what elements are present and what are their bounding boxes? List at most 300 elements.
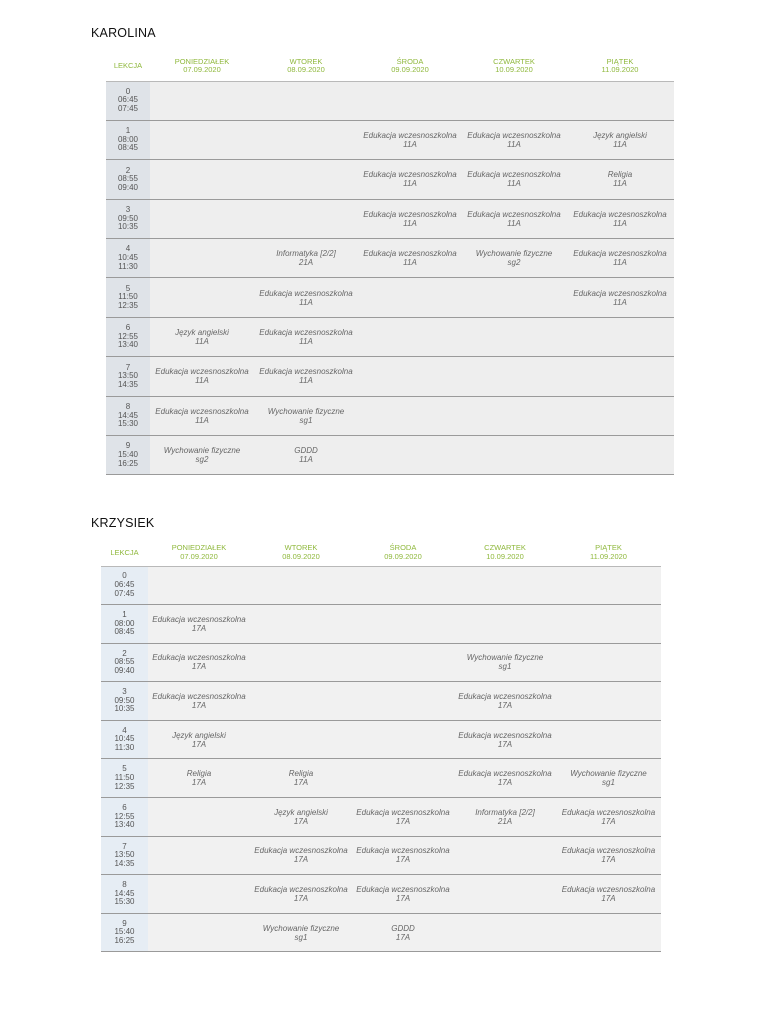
timetable-cell-empty bbox=[358, 317, 462, 356]
subject-name: Edukacja wczesnoszkolna bbox=[254, 846, 348, 856]
lesson-start-time: 13:50 bbox=[117, 371, 139, 381]
subject-name: Edukacja wczesnoszkolna bbox=[152, 692, 246, 702]
subject-name: Edukacja wczesnoszkolna bbox=[573, 288, 667, 298]
student-name-karolina: KAROLINA bbox=[91, 26, 156, 40]
timetable-cell bbox=[566, 120, 674, 159]
lesson-end-time: 10:35 bbox=[114, 704, 135, 714]
subject-name: Edukacja wczesnoszkolna bbox=[363, 209, 457, 219]
timetable-cell-empty bbox=[454, 836, 556, 875]
lesson-end-time: 14:35 bbox=[114, 858, 135, 868]
timetable-cell bbox=[556, 875, 661, 914]
timetable-cell-empty bbox=[352, 682, 454, 721]
subject-name: Edukacja wczesnoszkolna bbox=[561, 807, 656, 817]
subject-name: Wychowanie fizyczne bbox=[466, 653, 544, 663]
day-date: 09.09.2020 bbox=[384, 551, 422, 561]
timetable-karolina bbox=[106, 52, 674, 475]
timetable-cell-empty bbox=[250, 682, 352, 721]
day-name: PONIEDZIAŁEK bbox=[174, 56, 230, 66]
day-header-thursday bbox=[462, 52, 566, 81]
subject-name: Religia bbox=[186, 769, 212, 779]
lesson-number: 9 bbox=[125, 441, 131, 451]
lesson-end-time: 08:45 bbox=[114, 627, 135, 637]
lesson-start-time: 12:55 bbox=[114, 811, 135, 821]
lesson-number-cell bbox=[101, 759, 148, 798]
timetable-cell bbox=[254, 239, 358, 278]
lesson-number-cell bbox=[106, 120, 150, 159]
timetable-cell-empty bbox=[254, 81, 358, 120]
timetable-cell-empty bbox=[352, 643, 454, 682]
student-name-krzysiek: KRZYSIEK bbox=[91, 516, 155, 530]
subject-name: Edukacja wczesnoszkolna bbox=[356, 846, 450, 856]
subject-name: Język angielski bbox=[172, 730, 226, 740]
timetable-cell-empty bbox=[352, 759, 454, 798]
room-name: sg2 bbox=[195, 455, 209, 465]
lesson-start-time: 10:45 bbox=[114, 734, 135, 744]
lesson-end-time: 11:30 bbox=[114, 742, 135, 752]
day-date: 07.09.2020 bbox=[180, 551, 218, 561]
subject-name: Religia bbox=[607, 170, 633, 180]
timetable-cell-empty bbox=[358, 357, 462, 396]
room-name: 11A bbox=[195, 415, 209, 425]
subject-name: Edukacja wczesnoszkolna bbox=[363, 170, 457, 180]
lesson-number-cell bbox=[101, 566, 148, 605]
timetable-cell-empty bbox=[250, 643, 352, 682]
timetable-cell bbox=[352, 913, 454, 952]
subject-name: Edukacja wczesnoszkolna bbox=[561, 846, 656, 856]
timetable-cell-empty bbox=[254, 199, 358, 238]
day-date: 10.09.2020 bbox=[495, 65, 533, 75]
subject-name: Język angielski bbox=[593, 131, 647, 141]
timetable-cell bbox=[566, 160, 674, 199]
timetable-cell-empty bbox=[462, 396, 566, 435]
timetable-cell bbox=[454, 682, 556, 721]
timetable-cell-empty bbox=[462, 81, 566, 120]
timetable-cell bbox=[148, 759, 250, 798]
timetable-cell bbox=[462, 120, 566, 159]
timetable-row bbox=[106, 120, 674, 159]
timetable-cell-empty bbox=[556, 682, 661, 721]
subject-name: Wychowanie fizyczne bbox=[262, 923, 340, 933]
timetable-row bbox=[101, 682, 661, 721]
timetable-cell bbox=[250, 913, 352, 952]
lesson-end-time: 09:40 bbox=[114, 665, 135, 675]
timetable-cell bbox=[250, 759, 352, 798]
lesson-number-cell bbox=[101, 798, 148, 837]
subject-name: Edukacja wczesnoszkolna bbox=[152, 653, 246, 663]
day-name: CZWARTEK bbox=[484, 543, 526, 553]
subject-name: Edukacja wczesnoszkolna bbox=[155, 406, 249, 416]
room-name: 17A bbox=[601, 855, 616, 865]
day-header-monday bbox=[150, 52, 254, 81]
timetable-cell bbox=[358, 160, 462, 199]
subject-name: Edukacja wczesnoszkolna bbox=[152, 614, 246, 624]
day-name: WTOREK bbox=[284, 543, 318, 553]
day-header-friday bbox=[566, 52, 674, 81]
lesson-number-cell bbox=[106, 357, 150, 396]
timetable-cell bbox=[250, 836, 352, 875]
timetable-header-row bbox=[101, 540, 661, 566]
day-name: PONIEDZIAŁEK bbox=[171, 543, 227, 553]
room-name: 11A bbox=[403, 218, 417, 228]
room-name: sg2 bbox=[507, 258, 521, 268]
timetable-cell-empty bbox=[462, 357, 566, 396]
room-name: 17A bbox=[293, 816, 309, 826]
day-date: 09.09.2020 bbox=[391, 65, 429, 75]
timetable-cell bbox=[454, 643, 556, 682]
timetable-cell-empty bbox=[150, 278, 254, 317]
timetable-cell bbox=[462, 239, 566, 278]
timetable-cell bbox=[556, 798, 661, 837]
subject-name: Edukacja wczesnoszkolna bbox=[458, 769, 552, 779]
subject-name: Edukacja wczesnoszkolna bbox=[363, 249, 457, 259]
timetable-cell-empty bbox=[148, 566, 250, 605]
timetable-row bbox=[106, 317, 674, 356]
lesson-number: 1 bbox=[122, 610, 127, 619]
timetable-cell bbox=[358, 120, 462, 159]
timetable-cell bbox=[150, 317, 254, 356]
lesson-number: 4 bbox=[122, 725, 127, 735]
lesson-number: 9 bbox=[122, 918, 127, 928]
lesson-number: 7 bbox=[125, 362, 131, 372]
room-name: 11A bbox=[195, 337, 209, 347]
timetable-cell-empty bbox=[566, 436, 674, 475]
lesson-end-time: 16:25 bbox=[117, 458, 139, 468]
room-name: 17A bbox=[191, 662, 207, 672]
subject-name: Wychowanie fizyczne bbox=[163, 446, 241, 456]
timetable-cell bbox=[566, 199, 674, 238]
timetable-cell bbox=[150, 396, 254, 435]
subject-name: Edukacja wczesnoszkolna bbox=[254, 885, 348, 895]
timetable-row bbox=[101, 913, 661, 952]
room-name: 17A bbox=[497, 778, 513, 788]
timetable-cell-empty bbox=[352, 566, 454, 605]
subject-name: Język angielski bbox=[175, 328, 229, 338]
lesson-start-time: 11:50 bbox=[118, 292, 138, 302]
subject-name: Język angielski bbox=[274, 807, 328, 817]
lesson-start-time: 09:50 bbox=[117, 213, 139, 223]
lesson-number: 6 bbox=[122, 802, 127, 812]
timetable-cell bbox=[352, 836, 454, 875]
timetable-cell-empty bbox=[462, 278, 566, 317]
lesson-number: 8 bbox=[125, 401, 131, 411]
subject-name: Wychowanie fizyczne bbox=[475, 249, 553, 259]
subject-name: Edukacja wczesnoszkolna bbox=[363, 131, 457, 141]
room-name: 17A bbox=[395, 894, 411, 904]
subject-name: Edukacja wczesnoszkolna bbox=[573, 209, 667, 219]
timetable-row bbox=[106, 239, 674, 278]
timetable-body bbox=[106, 81, 674, 475]
lesson-start-time: 06:45 bbox=[117, 95, 139, 105]
timetable-cell-empty bbox=[254, 160, 358, 199]
day-date: 07.09.2020 bbox=[183, 65, 221, 75]
subject-name: GDDD bbox=[391, 923, 415, 933]
day-name: ŚRODA bbox=[396, 56, 424, 66]
day-name: WTOREK bbox=[289, 56, 323, 66]
lesson-end-time: 07:45 bbox=[117, 103, 139, 113]
timetable-row bbox=[106, 81, 674, 120]
timetable-cell-empty bbox=[148, 836, 250, 875]
timetable-cell-empty bbox=[454, 875, 556, 914]
timetable-cell-empty bbox=[556, 720, 661, 759]
lesson-number: 3 bbox=[122, 687, 127, 697]
timetable-row bbox=[101, 836, 661, 875]
lesson-start-time: 13:50 bbox=[114, 850, 135, 860]
timetable-cell-empty bbox=[254, 120, 358, 159]
subject-name: Informatyka [2/2] bbox=[276, 249, 336, 259]
timetable-cell-empty bbox=[566, 396, 674, 435]
timetable-cell bbox=[358, 239, 462, 278]
lesson-number-cell bbox=[106, 317, 150, 356]
timetable-cell bbox=[254, 396, 358, 435]
lesson-number: 5 bbox=[125, 283, 131, 293]
timetable-cell bbox=[352, 798, 454, 837]
timetable-cell bbox=[462, 199, 566, 238]
room-name: 17A bbox=[293, 778, 309, 788]
timetable-cell bbox=[148, 605, 250, 644]
timetable-cell bbox=[254, 436, 358, 475]
subject-name: Informatyka [2/2] bbox=[475, 807, 535, 817]
subject-name: Edukacja wczesnoszkolna bbox=[467, 170, 561, 180]
room-name: 11A bbox=[507, 179, 521, 189]
room-name: 17A bbox=[601, 894, 616, 904]
timetable-cell-empty bbox=[148, 798, 250, 837]
day-name: ŚRODA bbox=[389, 543, 417, 553]
room-name: 11A bbox=[403, 179, 417, 189]
timetable-cell-empty bbox=[462, 436, 566, 475]
room-name: 17A bbox=[293, 855, 309, 865]
lesson-start-time: 08:55 bbox=[114, 657, 135, 667]
day-header-tuesday bbox=[254, 52, 358, 81]
timetable-cell-empty bbox=[148, 875, 250, 914]
lesson-start-time: 09:50 bbox=[114, 695, 135, 705]
lesson-end-time: 15:30 bbox=[117, 419, 139, 429]
timetable-cell-empty bbox=[250, 720, 352, 759]
room-name: 21A bbox=[298, 258, 314, 268]
lesson-number-cell bbox=[106, 239, 150, 278]
timetable-cell-empty bbox=[150, 239, 254, 278]
timetable-row bbox=[106, 278, 674, 317]
timetable-cell-empty bbox=[352, 720, 454, 759]
timetable-cell-empty bbox=[566, 317, 674, 356]
lesson-number-cell bbox=[101, 836, 148, 875]
day-header-friday bbox=[556, 540, 661, 566]
room-name: sg1 bbox=[498, 662, 512, 672]
timetable-cell bbox=[250, 875, 352, 914]
timetable-cell-empty bbox=[358, 278, 462, 317]
timetable-cell-empty bbox=[454, 913, 556, 952]
timetable-cell-empty bbox=[150, 199, 254, 238]
room-name: 21A bbox=[497, 816, 513, 826]
room-name: 17A bbox=[191, 739, 207, 749]
lesson-end-time: 12:35 bbox=[114, 781, 135, 791]
timetable-cell bbox=[358, 199, 462, 238]
room-name: sg1 bbox=[299, 415, 313, 425]
room-name: 11A bbox=[613, 297, 627, 307]
day-date: 11.09.2020 bbox=[590, 551, 627, 561]
lesson-start-time: 10:45 bbox=[117, 252, 139, 262]
day-name: PIĄTEK bbox=[606, 56, 634, 66]
lesson-end-time: 16:25 bbox=[114, 935, 135, 945]
timetable-cell bbox=[254, 278, 358, 317]
timetable-cell-empty bbox=[358, 81, 462, 120]
timetable-cell bbox=[254, 357, 358, 396]
room-name: 17A bbox=[395, 816, 411, 826]
lesson-end-time: 15:30 bbox=[114, 897, 135, 907]
lesson-start-time: 08:00 bbox=[114, 618, 135, 628]
room-name: 11A bbox=[403, 140, 417, 150]
lesson-end-time: 13:40 bbox=[117, 340, 139, 350]
timetable-cell-empty bbox=[148, 913, 250, 952]
timetable-cell bbox=[148, 682, 250, 721]
day-date: 08.09.2020 bbox=[287, 65, 325, 75]
room-name: 17A bbox=[191, 778, 207, 788]
timetable-krzysiek bbox=[101, 540, 661, 952]
lesson-number-cell bbox=[101, 643, 148, 682]
room-name: sg1 bbox=[294, 932, 308, 942]
day-name: PIĄTEK bbox=[595, 543, 622, 553]
subject-name: Edukacja wczesnoszkolna bbox=[458, 730, 552, 740]
lesson-column-header: LEKCJA bbox=[106, 52, 150, 81]
room-name: 11A bbox=[195, 376, 209, 386]
timetable-cell bbox=[254, 317, 358, 356]
room-name: 11A bbox=[299, 297, 313, 307]
timetable-cell-empty bbox=[556, 605, 661, 644]
timetable-cell bbox=[566, 278, 674, 317]
day-header-wednesday bbox=[352, 540, 454, 566]
lesson-end-time: 11:30 bbox=[118, 261, 138, 271]
timetable-cell bbox=[556, 836, 661, 875]
lesson-start-time: 15:40 bbox=[114, 927, 135, 937]
room-name: 17A bbox=[293, 894, 309, 904]
lesson-number-cell bbox=[101, 913, 148, 952]
timetable-cell bbox=[352, 875, 454, 914]
lesson-end-time: 13:40 bbox=[114, 820, 135, 830]
lesson-end-time: 07:45 bbox=[114, 588, 135, 598]
day-header-monday bbox=[148, 540, 250, 566]
subject-name: Edukacja wczesnoszkolna bbox=[573, 249, 667, 259]
subject-name: Edukacja wczesnoszkolna bbox=[155, 367, 249, 377]
room-name: 17A bbox=[497, 739, 513, 749]
lesson-end-time: 08:45 bbox=[117, 143, 139, 153]
subject-name: Edukacja wczesnoszkolna bbox=[356, 807, 450, 817]
subject-name: Edukacja wczesnoszkolna bbox=[467, 209, 561, 219]
lesson-start-time: 14:45 bbox=[117, 410, 139, 420]
subject-name: Wychowanie fizyczne bbox=[570, 769, 647, 779]
lesson-number-cell bbox=[101, 682, 148, 721]
subject-name: Edukacja wczesnoszkolna bbox=[561, 885, 656, 895]
room-name: 17A bbox=[191, 701, 207, 711]
room-name: 11A bbox=[507, 140, 521, 150]
timetable-cell-empty bbox=[556, 643, 661, 682]
lesson-number: 3 bbox=[125, 204, 131, 214]
lesson-number: 5 bbox=[122, 764, 127, 774]
lesson-end-time: 09:40 bbox=[117, 182, 139, 192]
timetable-cell-empty bbox=[250, 605, 352, 644]
subject-name: Edukacja wczesnoszkolna bbox=[458, 692, 552, 702]
room-name: 11A bbox=[299, 376, 313, 386]
timetable-cell bbox=[454, 759, 556, 798]
timetable-cell-empty bbox=[358, 396, 462, 435]
lesson-number-cell bbox=[106, 396, 150, 435]
timetable-row bbox=[106, 199, 674, 238]
lesson-number-cell bbox=[106, 81, 150, 120]
timetable-row bbox=[101, 643, 661, 682]
room-name: 11A bbox=[613, 179, 627, 189]
timetable-header-row bbox=[106, 52, 674, 81]
lesson-number: 4 bbox=[125, 244, 131, 254]
lesson-number: 2 bbox=[125, 165, 131, 175]
timetable-row bbox=[106, 160, 674, 199]
room-name: 11A bbox=[403, 258, 417, 268]
room-name: 11A bbox=[299, 337, 313, 347]
timetable-cell-empty bbox=[150, 160, 254, 199]
timetable-cell bbox=[566, 239, 674, 278]
subject-name: Edukacja wczesnoszkolna bbox=[259, 328, 353, 338]
room-name: 17A bbox=[395, 932, 411, 942]
timetable-cell-empty bbox=[150, 120, 254, 159]
timetable-row bbox=[101, 875, 661, 914]
lesson-number: 0 bbox=[125, 86, 131, 96]
day-name: CZWARTEK bbox=[493, 56, 535, 66]
timetable-cell bbox=[150, 357, 254, 396]
lesson-start-time: 11:50 bbox=[114, 772, 135, 782]
room-name: 11A bbox=[613, 258, 627, 268]
lesson-start-time: 08:00 bbox=[117, 134, 139, 144]
timetable-cell bbox=[556, 759, 661, 798]
lesson-start-time: 12:55 bbox=[117, 331, 139, 341]
lesson-start-time: 08:55 bbox=[117, 174, 139, 184]
lesson-number-cell bbox=[106, 436, 150, 475]
timetable-row bbox=[106, 436, 674, 475]
timetable-cell-empty bbox=[250, 566, 352, 605]
timetable-cell-empty bbox=[556, 913, 661, 952]
lesson-number: 1 bbox=[125, 126, 131, 136]
lesson-end-time: 12:35 bbox=[117, 300, 139, 310]
timetable-cell-empty bbox=[462, 317, 566, 356]
timetable-cell bbox=[150, 436, 254, 475]
lesson-column-header: LEKCJA bbox=[101, 540, 148, 566]
lesson-start-time: 14:45 bbox=[114, 888, 135, 898]
room-name: 17A bbox=[601, 816, 616, 826]
subject-name: Edukacja wczesnoszkolna bbox=[356, 885, 450, 895]
timetable-cell-empty bbox=[454, 605, 556, 644]
room-name: 17A bbox=[395, 855, 411, 865]
timetable-cell-empty bbox=[566, 357, 674, 396]
lesson-number-cell bbox=[101, 605, 148, 644]
timetable-cell-empty bbox=[150, 81, 254, 120]
timetable-body bbox=[101, 566, 661, 952]
lesson-number-cell bbox=[101, 875, 148, 914]
room-name: sg1 bbox=[602, 778, 615, 788]
timetable-cell bbox=[250, 798, 352, 837]
timetable-cell bbox=[462, 160, 566, 199]
lesson-number-cell bbox=[106, 278, 150, 317]
subject-name: Wychowanie fizyczne bbox=[267, 406, 345, 416]
timetable-cell-empty bbox=[352, 605, 454, 644]
timetable-row bbox=[101, 605, 661, 644]
lesson-end-time: 14:35 bbox=[117, 379, 139, 389]
room-name: 11A bbox=[507, 218, 521, 228]
lesson-number-cell bbox=[106, 160, 150, 199]
timetable-cell bbox=[148, 643, 250, 682]
timetable-cell bbox=[148, 720, 250, 759]
timetable-row bbox=[101, 566, 661, 605]
room-name: 17A bbox=[191, 623, 207, 633]
timetable-row bbox=[106, 396, 674, 435]
day-date: 10.09.2020 bbox=[486, 551, 524, 561]
subject-name: Religia bbox=[288, 769, 314, 779]
lesson-number-cell bbox=[106, 199, 150, 238]
